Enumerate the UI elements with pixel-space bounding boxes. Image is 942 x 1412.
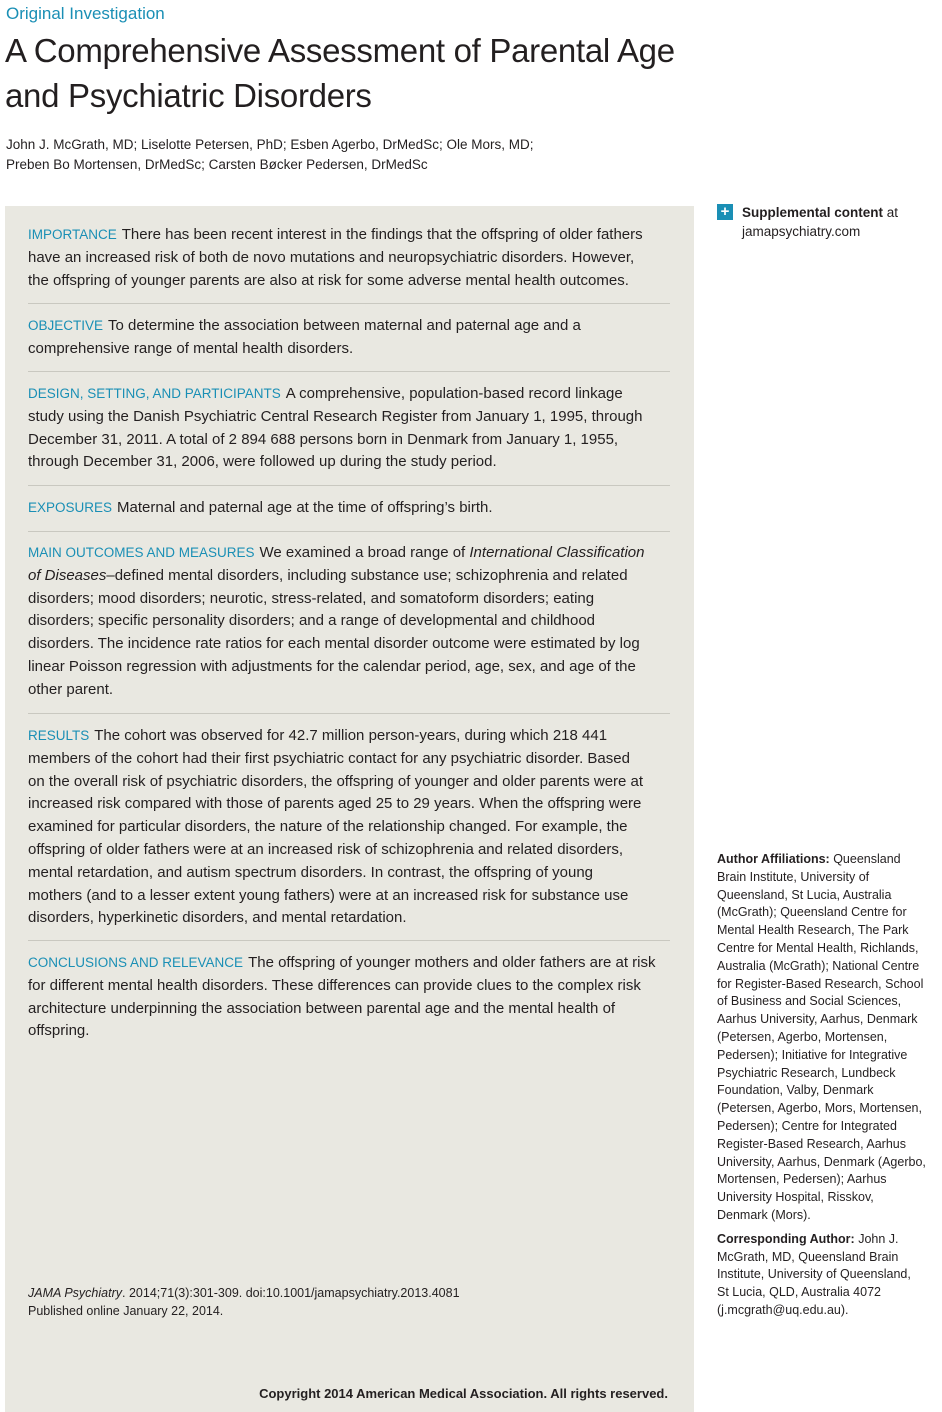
title-line: and Psychiatric Disorders [5,77,372,114]
affiliations-label: Author Affiliations: [717,852,830,866]
abstract-line: have an increased risk of both de novo mutations and neuropsychiatric disorders. However, [28,248,635,266]
section-divider [28,531,670,532]
abstract-line: disorders; specific personality disorders; and a range of developmental and childhood [28,612,596,630]
affiliation-line: Register-Based Research, Aarhus [717,1136,906,1151]
abstract-line: through December 31, 2006, were followed up during the study period. [28,453,497,471]
abstract-line: comprehensive range of mental health disorders. [28,339,354,357]
abstract-importance [28,224,670,292]
journal-name: JAMA Psychiatry [28,1286,123,1300]
affiliation-line: (McGrath); Queensland Centre for [717,905,907,920]
section-heading: MAIN OUTCOMES AND MEASURES [28,545,255,560]
corresponding-email[interactable]: (j.mcgrath@uq.edu.au). [717,1302,849,1317]
abstract-objective [28,315,670,361]
affiliation-line: Foundation, Valby, Denmark [717,1083,874,1098]
corresponding-line: McGrath, MD, Queensland Brain [717,1249,899,1264]
plus-icon[interactable]: + [717,204,733,220]
author-line: Preben Bo Mortensen, DrMedSc; Carsten Bøcker Pedersen, DrMedSc [6,157,428,172]
corresponding-line: St Lucia, QLD, Australia 4072 [717,1285,881,1300]
affiliation-line: University, Aarhus, Denmark (Agerbo, [717,1154,926,1169]
abstract-design [28,383,670,474]
affiliation-line: (Petersen, Agerbo, Mors, Mortensen, [717,1101,922,1116]
abstract-outcomes [28,542,670,702]
affiliation-line: of Business and Social Sciences, [717,994,902,1009]
abstract-line: Maternal and paternal age at the time of offspring’s birth. [117,499,493,516]
abstract-line: disorders, hyperkinetic disorders, and mental retardation. [28,909,407,927]
affiliation-line: Australia (McGrath); National Centre [717,958,920,973]
affiliation-line: Pedersen); Centre for Integrated [717,1118,897,1133]
citation-ref: . 2014;71(3):301-309. doi:10.1001/jamapsychiatry.2013.4081 [122,1286,460,1300]
affiliation-line: Brain Institute, University of [717,869,870,884]
abstract-line: examined for particular disorders, the nature of the relationship changed. For example, the [28,818,628,836]
affiliation-line: Mental Health Research, The Park [717,923,909,938]
abstract-line: on the overall risk of psychiatric disorders, the offspring of younger and older parents were at [28,772,644,790]
author-affiliations [717,851,939,1320]
supplement-label[interactable]: Supplemental content [742,205,884,220]
abstract-italic: International Classification [469,544,645,561]
section-divider [28,303,670,304]
abstract-line: disorders; mood disorders; neurotic, stress-related, and somatoform disorders; eating [28,589,595,607]
affiliation-line: Psychiatric Research, Lundbeck [717,1065,896,1080]
abstract-line: disorders. The incidence rate ratios for each mental disorder outcome were estimated by log [28,635,640,653]
abstract-line: mothers (and to a lesser extent young fathers) were at an increased risk for substance use [28,886,629,904]
author-list [6,135,533,175]
abstract-line: mental retardation, and autism spectrum disorders. In contrast, the offspring of young [28,863,594,881]
affiliation-line: Pedersen); Initiative for Integrative [717,1047,908,1062]
supplement-at: at [883,205,899,220]
section-divider [28,371,670,372]
abstract-box [5,206,694,1412]
title-line: A Comprehensive Assessment of Parental Age [5,32,675,69]
affiliation-line: Queensland [829,852,901,866]
corresponding-author [717,1231,939,1320]
abstract-line: linear Poisson regression with adjustments for the calendar period, age, sex, and age of the [28,657,636,675]
abstract-line: December 31, 2011. A total of 2 894 688 persons born in Denmark from January 1, 1955, [28,430,619,448]
affiliation-line: Aarhus University, Aarhus, Denmark [717,1012,918,1027]
published-date: Published online January 22, 2014. [28,1304,224,1318]
supplement-site-link[interactable]: jamapsychiatry.com [742,224,861,239]
affiliation-line: Denmark (Mors). [717,1207,811,1222]
section-heading: IMPORTANCE [28,227,117,242]
affiliation-line: Mortensen, Pedersen); Aarhus [717,1172,887,1187]
section-divider [28,485,670,486]
abstract-line: A comprehensive, population-based record linkage [285,385,623,402]
abstract-line: The offspring of younger mothers and older fathers are at risk [248,954,656,971]
section-heading: EXPOSURES [28,500,113,515]
corresponding-line: Institute, University of Queensland, [717,1267,911,1282]
section-divider [28,940,670,941]
corresponding-label: Corresponding Author: [717,1231,855,1246]
section-heading: CONCLUSIONS AND RELEVANCE [28,955,244,970]
copyright-notice: Copyright 2014 American Medical Association. All rights reserved. [259,1386,668,1401]
abstract-line: other parent. [28,680,114,698]
corresponding-line: John J. [854,1231,899,1246]
section-divider [28,713,670,714]
abstract-line: –defined mental disorders, including substance use; schizophrenia and related [106,566,628,584]
affiliation-line: Centre for Mental Health, Richlands, [717,940,919,955]
abstract-results [28,725,670,930]
abstract-line: members of the cohort had their first psychiatric contact for any psychiatric disorder. Based [28,749,630,767]
abstract-exposures [28,497,670,520]
abstract-line: study using the Danish Psychiatric Central Research Register from January 1, 1995, through [28,407,643,425]
abstract-line: To determine the association between maternal and paternal age and a [108,317,581,334]
section-heading: OBJECTIVE [28,318,104,333]
abstract-conclusions [28,952,670,1043]
abstract-line: offspring. [28,1022,90,1040]
section-heading: RESULTS [28,728,90,743]
abstract-line: increased risk compared with those of parents aged 25 to 29 years. When the offspring were [28,795,642,813]
section-heading: DESIGN, SETTING, AND PARTICIPANTS [28,386,281,401]
abstract-italic: of Diseases [28,566,107,584]
affiliation-line: (Petersen, Agerbo, Mortensen, [717,1029,888,1044]
affiliation-line: for Register-Based Research, School [717,976,924,991]
abstract-line: the offspring of younger parents are also at risk for some adverse mental health outcomes. [28,271,629,289]
article-title [5,28,765,118]
affiliation-line: University Hospital, Risskov, [717,1190,874,1205]
abstract-line: The cohort was observed for 42.7 million person-years, during which 218 441 [94,727,608,744]
abstract-line: offspring of older fathers were at an increased risk of schizophrenia and related disorders, [28,840,624,858]
abstract-line: architecture underpinning the association between parental age and the mental health of [28,999,616,1017]
author-line: John J. McGrath, MD; Liselotte Petersen, PhD; Esben Agerbo, DrMedSc; Ole Mors, MD; [6,137,534,152]
abstract-line: for different mental health disorders. These differences can provide clues to the complex risk [28,976,641,994]
section-label: Original Investigation [6,4,165,23]
affiliation-line: Queensland, St Lucia, Australia [717,887,892,902]
abstract-line: We examined a broad range of [259,544,470,561]
abstract-line: There has been recent interest in the findings that the offspring of older fathers [121,226,643,243]
citation [28,1284,460,1320]
